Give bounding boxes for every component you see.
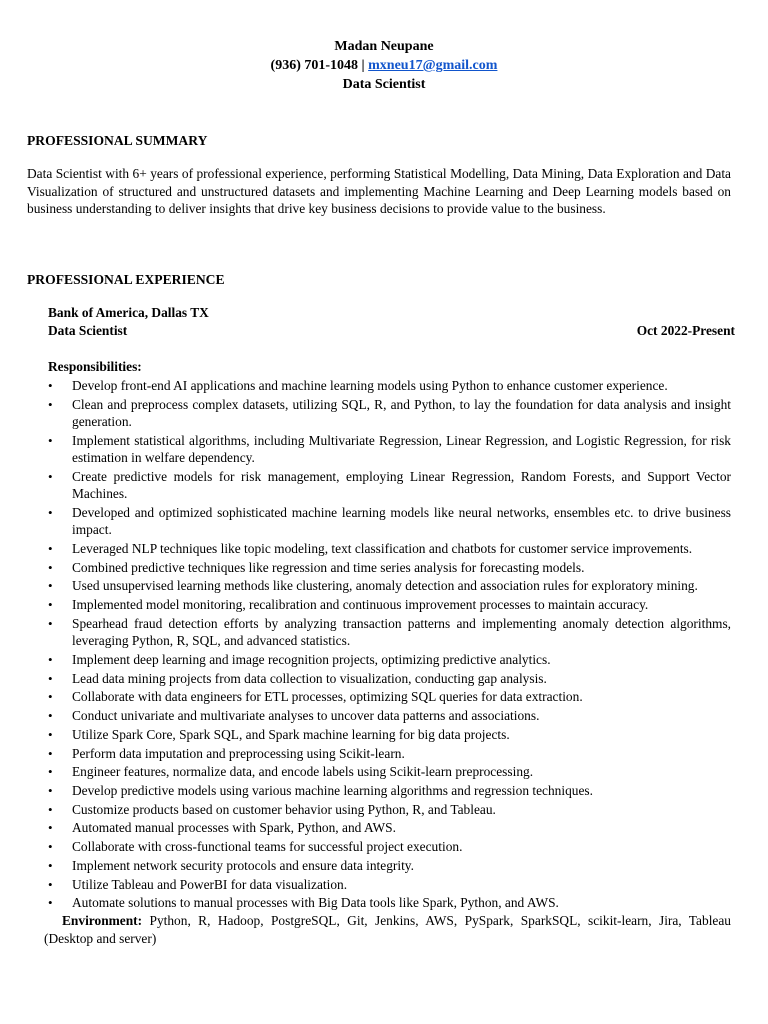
email-link[interactable]: mxneu17@gmail.com — [368, 58, 498, 73]
responsibility-item: • Used unsupervised learning methods like clustering, anomaly detection and association rules for exploratory mining. — [45, 577, 731, 594]
responsibility-item: • Lead data mining projects from data collection to visualization, conducting gap analysis. — [45, 670, 731, 687]
candidate-name: Madan Neupane — [334, 39, 434, 54]
role-row — [48, 322, 735, 340]
resume-header — [0, 37, 768, 94]
responsibility-item: • Collaborate with cross-functional teams for successful project execution. — [45, 838, 731, 855]
responsibility-item: • Develop front-end AI applications and machine learning models using Python to enhance customer experience. — [45, 377, 731, 394]
responsibility-item: • Automate solutions to manual processes with Big Data tools like Spark, Python, and AWS. — [45, 894, 731, 911]
responsibilities-list — [45, 377, 731, 913]
responsibility-item: • Conduct univariate and multivariate analyses to uncover data patterns and associations. — [45, 707, 731, 724]
contact-line — [0, 56, 768, 75]
responsibility-item: • Developed and optimized sophisticated machine learning models like neural networks, ensembles etc. to drive business impact. — [45, 504, 731, 539]
responsibility-item: • Develop predictive models using various machine learning algorithms and regression techniques. — [45, 782, 731, 799]
responsibility-item: • Combined predictive techniques like regression and time series analysis for forecasting models. — [45, 559, 731, 576]
phone-number: (936) 701-1048 — [270, 58, 359, 73]
responsibility-item: • Collaborate with data engineers for ETL processes, optimizing SQL queries for data extraction. — [45, 688, 731, 705]
responsibility-item: • Implemented model monitoring, recalibration and continuous improvement processes to maintain accuracy. — [45, 596, 731, 613]
responsibility-item: • Utilize Spark Core, Spark SQL, and Spark machine learning for big data projects. — [45, 726, 731, 743]
summary-heading: PROFESSIONAL SUMMARY — [27, 133, 208, 148]
responsibility-item: • Implement deep learning and image recognition projects, optimizing predictive analytics. — [45, 651, 731, 668]
role-dates: Oct 2022-Present — [636, 323, 735, 338]
responsibility-item: • Automated manual processes with Spark, Python, and AWS. — [45, 819, 731, 836]
responsibility-item: • Leveraged NLP techniques like topic modeling, text classification and chatbots for customer service improvements. — [45, 540, 731, 557]
responsibility-item: • Implement statistical algorithms, including Multivariate Regression, Linear Regression, and Logistic Regression, for risk estimation in welfare dependency. — [45, 432, 731, 467]
environment-label: Environment: — [62, 913, 143, 928]
role-title: Data Scientist — [48, 323, 128, 338]
summary-text: Data Scientist with 6+ years of professional experience, performing Statistical Modelling, Data Mining, Data Exploration and Data Visualization of structured and unstructured datasets and implementing Machine Learning and Deep Learning models based on business understanding to deliver insights that drive key business decisions to provide value to the business. — [27, 166, 731, 217]
responsibilities-label: Responsibilities: — [48, 359, 142, 374]
contact-separator: | — [358, 58, 369, 73]
company-name: Bank of America, Dallas TX — [48, 305, 209, 320]
responsibility-item: • Perform data imputation and preprocessing using Scikit-learn. — [45, 745, 731, 762]
responsibility-item: • Create predictive models for risk management, employing Linear Regression, Random Forests, and Support Vector Machines. — [45, 468, 731, 503]
environment-text: Python, R, Hadoop, PostgreSQL, Git, Jenkins, AWS, PySpark, SparkSQL, scikit-learn, Jira, Tableau (Desktop and server) — [44, 913, 731, 946]
responsibility-item: • Clean and preprocess complex datasets, utilizing SQL, R, and Python, to lay the foundation for data analysis and insight generation. — [45, 396, 731, 431]
responsibility-item: • Engineer features, normalize data, and encode labels using Scikit-learn preprocessing. — [45, 763, 731, 780]
responsibility-item: • Utilize Tableau and PowerBI for data visualization. — [45, 876, 731, 893]
responsibility-item: • Implement network security protocols and ensure data integrity. — [45, 857, 731, 874]
responsibility-item: • Customize products based on customer behavior using Python, R, and Tableau. — [45, 801, 731, 818]
job-title: Data Scientist — [342, 77, 426, 92]
environment-line — [44, 912, 731, 948]
experience-heading: PROFESSIONAL EXPERIENCE — [27, 272, 225, 287]
responsibility-item: • Spearhead fraud detection efforts by analyzing transaction patterns and implementing anomaly detection algorithms, leveraging Python, R, SQL, and advanced statistics. — [45, 615, 731, 650]
